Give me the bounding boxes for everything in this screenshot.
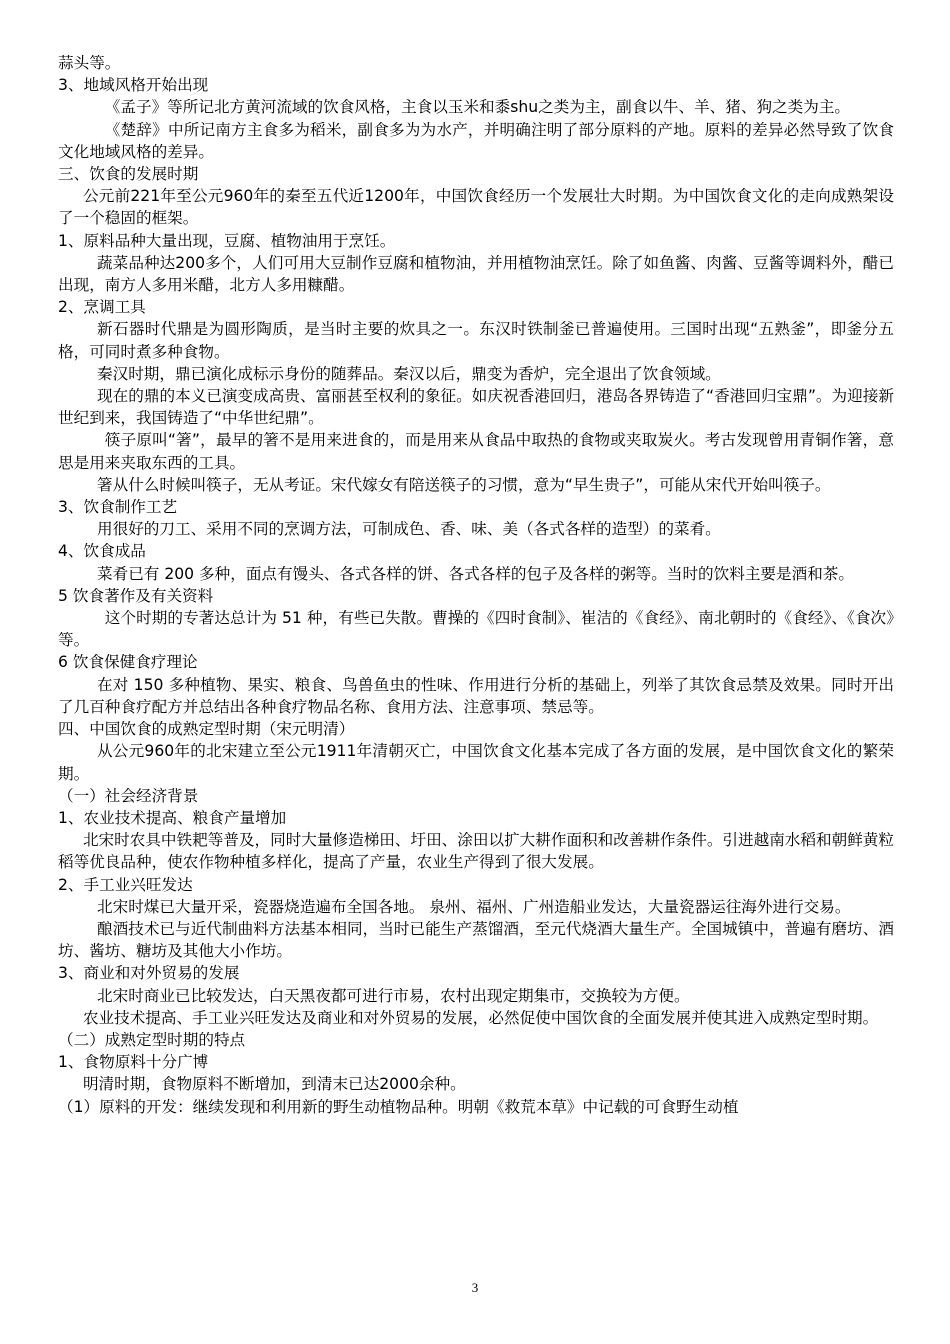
section-heading: 2、手工业兴旺发达 [58, 875, 193, 894]
body-paragraph: 箸从什么时候叫筷子，无从考证。宋代嫁女有陪送筷子的习惯，意为“早生贵子”，可能从宋代开始叫筷子。 [97, 475, 831, 494]
body-paragraph: 明清时期，食物原料不断增加，到清末已达2000余种。 [82, 1075, 466, 1094]
body-paragraph: 北宋时农具中铁耙等普及，同时大量修造梯田、圩田、涂田以扩大耕作面积和改善耕作条件。引进越南水稻和朝鲜黄粒稻等优良品种，使农作物种植多样化，提高了产量，农业生产得到了很大发展。 [58, 831, 894, 872]
body-paragraph: 在对 150 多种植物、果实、粮食、鸟兽鱼虫的性味、作用进行分析的基础上，列举了其饮食忌禁及效果。同时开出了几百种食疗配方并总结出各种食疗物品名称、食用方法、注意事项、禁忌等。 [58, 675, 894, 716]
body-paragraph: 筷子原叫“箸”，最早的箸不是用来进食的，而是用来从食品中取热的食物或夹取炭火。考古发现曾用青铜作箸，意思是用来夹取东西的工具。 [58, 431, 894, 472]
document-body [58, 52, 894, 1118]
body-paragraph: 蔬菜品种达200多个，人们可用大豆制作豆腐和植物油，并用植物油烹饪。除了如鱼酱、肉酱、豆酱等调料外，醋已出现，南方人多用米醋，北方人多用糠醋。 [58, 253, 894, 295]
body-paragraph: 秦汉时期，鼎已演化成标示身份的随葬品。秦汉以后，鼎变为香炉，完全退出了饮食领域。 [97, 364, 721, 383]
section-heading: 三、饮食的发展时期 [58, 165, 199, 184]
page-number: 3 [471, 1280, 479, 1295]
section-heading: （1）原料的开发：继续发现和利用新的野生动植物品种。明朝《救荒本草》中记载的可食野生动植 [58, 1097, 739, 1116]
body-paragraph: 北宋时商业已比较发达，白天黑夜都可进行市易，农村出现定期集市，交换较为方便。 [97, 986, 690, 1005]
body-paragraph: 酿酒技术已与近代制曲料方法基本相同，当时已能生产蒸馏酒，至元代烧酒大量生产。全国城镇中，普遍有磨坊、酒坊、酱坊、糖坊及其他大小作坊。 [58, 919, 894, 961]
body-paragraph: 用很好的刀工、采用不同的烹调方法，可制成色、香、味、美（各式各样的造型）的菜肴。 [97, 520, 721, 539]
section-heading: 四、中国饮食的成熟定型时期（宋元明清） [58, 720, 355, 739]
section-heading: 5 饮食著作及有关资料 [58, 586, 214, 605]
section-heading: 1、农业技术提高、粮食产量增加 [58, 808, 287, 827]
section-heading: （一）社会经济背景 [58, 786, 199, 805]
body-paragraph: 北宋时煤已大量开采，瓷器烧造遍布全国各地。 泉州、福州、广州造船业发达，大量瓷器运往海外进行交易。 [97, 897, 851, 916]
section-heading: 3、地域风格开始出现 [58, 76, 209, 95]
section-heading: 蒜头等。 [58, 54, 121, 72]
section-heading: 1、食物原料十分广博 [58, 1053, 209, 1072]
section-heading: 3、饮食制作工艺 [58, 498, 178, 517]
body-paragraph: 《楚辞》中所记南方主食多为稻米，副食多为为水产，并明确注明了部分原料的产地。原料的差异必然导致了饮食文化地域风格的差异。 [58, 120, 894, 161]
body-paragraph: 现在的鼎的本义已演变成高贵、富丽甚至权利的象征。如庆祝香港回归，港岛各界铸造了“香港回归宝鼎”。为迎接新世纪到来，我国铸造了“中华世纪鼎”。 [58, 387, 894, 428]
section-heading: 6 饮食保健食疗理论 [58, 653, 198, 672]
section-heading: 2、烹调工具 [58, 298, 146, 317]
body-paragraph: 菜肴已有 200 多种，面点有馒头、各式各样的饼、各式各样的包子及各样的粥等。当时的饮料主要是酒和茶。 [97, 564, 854, 583]
section-heading: 3、商业和对外贸易的发展 [58, 964, 240, 983]
body-paragraph: 公元前221年至公元960年的秦至五代近1200年，中国饮食经历一个发展壮大时期。为中国饮食文化的走向成熟架设了一个稳固的框架。 [58, 187, 894, 228]
section-heading: 1、原料品种大量出现，豆腐、植物油用于烹饪。 [58, 231, 396, 250]
body-paragraph: 新石器时代鼎是为圆形陶质，是当时主要的炊具之一。东汉时铁制釜已普遍使用。三国时出现“五熟釜”，即釜分五格，可同时煮多种食物。 [58, 320, 894, 361]
body-paragraph: 从公元960年的北宋建立至公元1911年清朝灭亡，中国饮食文化基本完成了各方面的发展，是中国饮食文化的繁荣期。 [58, 742, 894, 783]
body-paragraph: 农业技术提高、手工业兴旺发达及商业和对外贸易的发展，必然促使中国饮食的全面发展并使其进入成熟定型时期。 [82, 1008, 879, 1027]
section-heading: 4、饮食成品 [58, 542, 146, 561]
body-paragraph: 《孟子》等所记北方黄河流域的饮食风格，主食以玉米和黍shu之类为主，副食以牛、羊、猪、狗之类为主。 [104, 98, 851, 117]
section-heading: （二）成熟定型时期的特点 [58, 1030, 246, 1049]
body-paragraph: 这个时期的专著达总计为 51 种，有些已失散。曹操的《四时食制》、崔洁的《食经》、南北朝时的《食经》、《食次》等。 [58, 609, 894, 650]
